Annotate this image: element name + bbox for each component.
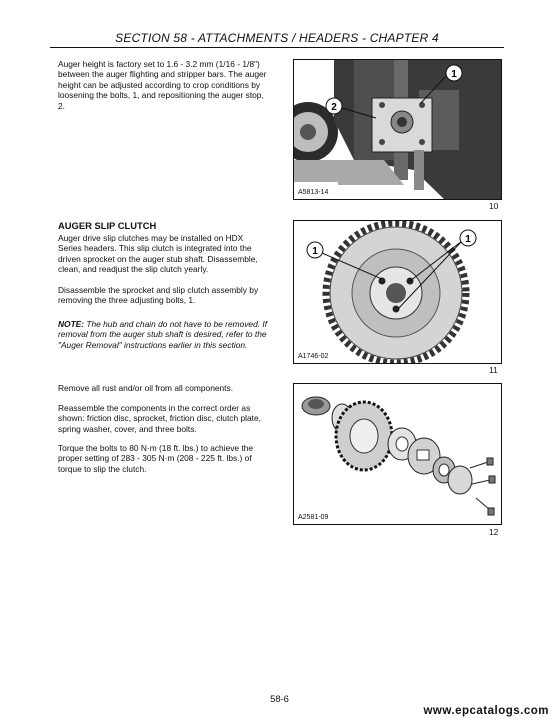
auger-height-text: Auger height is factory set to 1.6 - 3.2 mm (1/16 - 1/8") between the auger flighting and stripper bars. The auger height can be adjusted according to crop conditions by loosening the bolts, 1, and repositioning the auger stop, 2.: [58, 59, 267, 111]
section-subheading: AUGER SLIP CLUTCH: [58, 220, 157, 231]
note-paragraph: [58, 319, 268, 350]
torque-text: Torque the bolts to 80 N·m (18 ft. lbs.) to achieve the proper setting of 283 - 305 N·m (208 - 225 ft. lbs.) of torque to slip the clutch.: [58, 443, 254, 474]
disassemble-paragraph: [58, 285, 268, 306]
figure-number: 12: [489, 527, 499, 537]
figure-code: A2581-09: [298, 514, 329, 521]
callout-1: 1: [451, 69, 457, 80]
reassemble-text: Reassemble the components in the correct order as shown: friction disc, sprocket, friction disc, clutch plate, spring washer, cover, and three bolts.: [58, 403, 261, 434]
section-header: SECTION 58 - ATTACHMENTS / HEADERS - CHAPTER 4: [115, 31, 439, 45]
sprocket-illustration: [294, 221, 501, 363]
header-rule: [50, 47, 504, 48]
figure-number: 11: [489, 365, 498, 375]
exploded-clutch-illustration: [294, 384, 501, 524]
remove-rust-text: Remove all rust and/or oil from all components.: [58, 383, 234, 393]
callout-1-left: 1: [312, 246, 318, 257]
page-number: 58-6: [270, 693, 289, 704]
disassemble-text: Disassemble the sprocket and slip clutch assembly by removing the three adjusting bolts, 1.: [58, 285, 259, 306]
torque-paragraph: [58, 443, 268, 474]
note-text: The hub and chain do not have to be removed. If removal from the auger stub shaft is desired, refer to the "Auger Removal" instructions earlier in this section.: [58, 319, 268, 350]
callout-1-right: 1: [465, 234, 471, 245]
auger-stop-illustration: [294, 60, 501, 199]
figure-number: 10: [489, 201, 499, 211]
figure-code: A1746-02: [298, 353, 329, 360]
figure-10-auger-stop: [293, 59, 502, 200]
watermark: www.epcatalogs.com: [423, 705, 549, 717]
figure-12-exploded-view: [293, 383, 502, 525]
slip-clutch-paragraph: [58, 233, 268, 275]
callout-2: 2: [331, 102, 337, 113]
figure-code: A5813-14: [298, 189, 329, 196]
slip-clutch-intro-text: Auger drive slip clutches may be installed on HDX Series headers. This slip clutch is integrated into the driven sprocket on the auger stub shaft. Disassemble, clean, and readjust the slip clutch yearly.: [58, 233, 258, 275]
auger-height-paragraph: [58, 59, 268, 111]
note-label: NOTE:: [58, 319, 85, 329]
remove-rust-paragraph: [58, 383, 268, 393]
reassemble-paragraph: [58, 403, 268, 434]
figure-11-sprocket: [293, 220, 502, 364]
